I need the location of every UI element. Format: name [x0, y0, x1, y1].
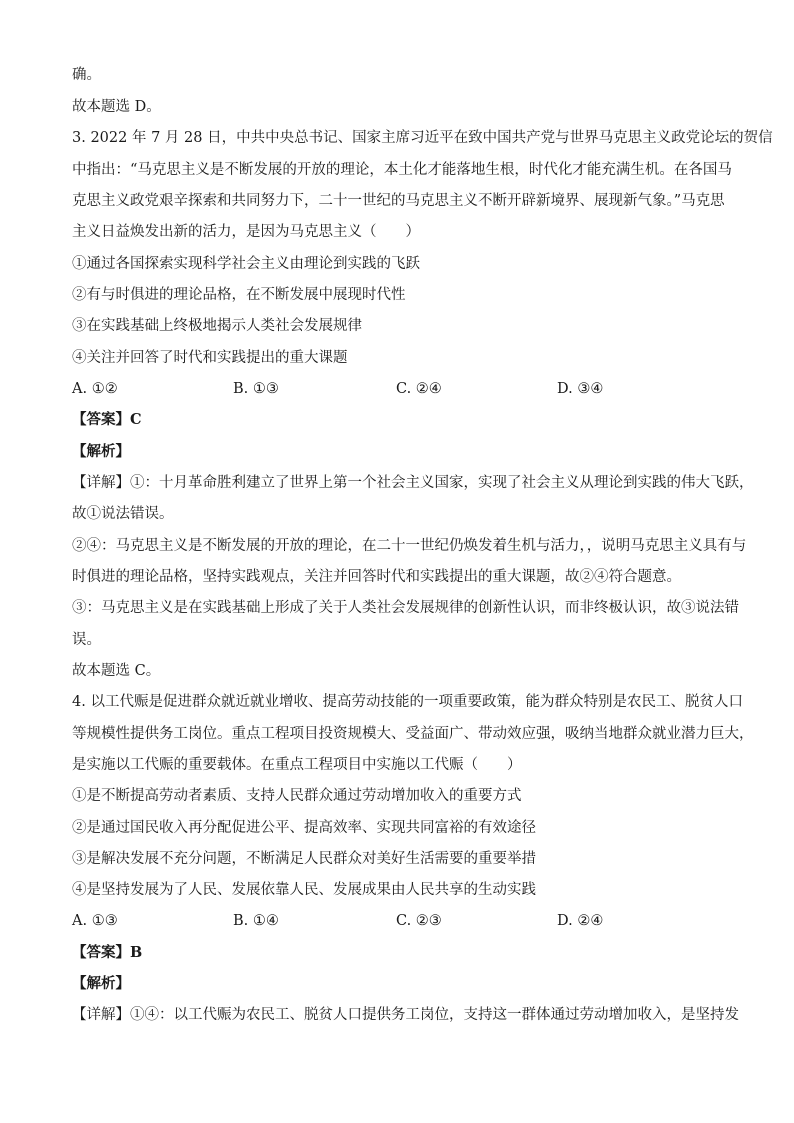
- question-3-option-d: D. ③④: [557, 381, 604, 397]
- question-3-stem: 中指出：“马克思主义是不断发展的开放的理论，本土化才能落地生根，时代化才能充满生机。在各国马: [72, 162, 732, 178]
- question-3-stem: 3. 2022 年 7 月 28 日，中共中央总书记、国家主席习近平在致中国共产党与世界马克思主义政党论坛的贺信: [72, 130, 773, 146]
- question-4-option-a: A. ①③: [72, 913, 118, 929]
- question-3-option-c: C. ②④: [396, 381, 442, 397]
- question-3-option-b: B. ①③: [233, 381, 279, 397]
- question-3-option-a: A. ①②: [72, 381, 118, 397]
- question-3-explanation: 故①说法错误。: [72, 506, 174, 522]
- question-3-statement: ②有与时俱进的理论品格，在不断发展中展现时代性: [72, 287, 406, 303]
- question-3-stem: 克思主义政党艰辛探索和共同努力下，二十一世纪的马克思主义不断开辟新境界、展现新气象。”马克思: [72, 193, 725, 209]
- text-line: 故本题选 D。: [72, 99, 161, 115]
- question-4-answer: 【答案】B: [72, 944, 143, 961]
- question-3-statement: ①通过各国探索实现科学社会主义由理论到实践的飞跃: [72, 256, 420, 272]
- question-4-statement: ③是解决发展不充分问题，不断满足人民群众对美好生活需要的重要举措: [72, 851, 536, 867]
- question-3-explanation: ②④：马克思主义是不断发展的开放的理论，在二十一世纪仍焕发着生机与活力，，说明马克思主义具有与: [72, 538, 747, 554]
- question-3-explanation: ③：马克思主义是在实践基础上形成了关于人类社会发展规律的创新性认识，而非终极认识，故③说法错: [72, 600, 739, 616]
- question-4-statement: ④是坚持发展为了人民、发展依靠人民、发展成果由人民共享的生动实践: [72, 882, 536, 898]
- text-line: 确。: [72, 67, 101, 83]
- question-3-conclusion: 故本题选 C。: [72, 663, 161, 679]
- question-4-explanation: 【详解】①④：以工代赈为农民工、脱贫人口提供务工岗位，支持这一群体通过劳动增加收入，是坚持发: [72, 1007, 739, 1023]
- question-4-option-c: C. ②③: [396, 913, 442, 929]
- question-3-statement: ④关注并回答了时代和实践提出的重大课题: [72, 350, 348, 366]
- question-4-statement: ②是通过国民收入再分配促进公平、提高效率、实现共同富裕的有效途径: [72, 820, 536, 836]
- question-4-analysis-heading: 【解析】: [72, 975, 130, 992]
- question-3-analysis-heading: 【解析】: [72, 443, 130, 460]
- question-3-explanation: 时俱进的理论品格，坚持实践观点，关注并回答时代和实践提出的重大课题，故②④符合题意。: [72, 569, 681, 585]
- question-3-explanation: 误。: [72, 632, 101, 648]
- question-3-statement: ③在实践基础上终极地揭示人类社会发展规律: [72, 318, 362, 334]
- question-4-stem: 等规模性提供务工岗位。重点工程项目投资规模大、受益面广、带动效应强，吸纳当地群众就业潜力巨大，: [72, 726, 754, 742]
- question-4-option-b: B. ①④: [233, 913, 279, 929]
- question-3-stem: 主义日益焕发出新的活力，是因为马克思主义（ ）: [72, 224, 420, 240]
- question-4-option-d: D. ②④: [557, 913, 604, 929]
- question-3-explanation: 【详解】①：十月革命胜利建立了世界上第一个社会主义国家，实现了社会主义从理论到实践的伟大飞跃，: [72, 475, 754, 491]
- question-3-answer: 【答案】C: [72, 411, 142, 428]
- question-4-stem: 是实施以工代赈的重要载体。在重点工程项目中实施以工代赈（ ）: [72, 757, 522, 773]
- question-4-statement: ①是不断提高劳动者素质、支持人民群众通过劳动增加收入的重要方式: [72, 788, 522, 804]
- question-4-stem: 4. 以工代赈是促进群众就近就业增收、提高劳动技能的一项重要政策，能为群众特别是农民工、脱贫人口: [72, 694, 743, 710]
